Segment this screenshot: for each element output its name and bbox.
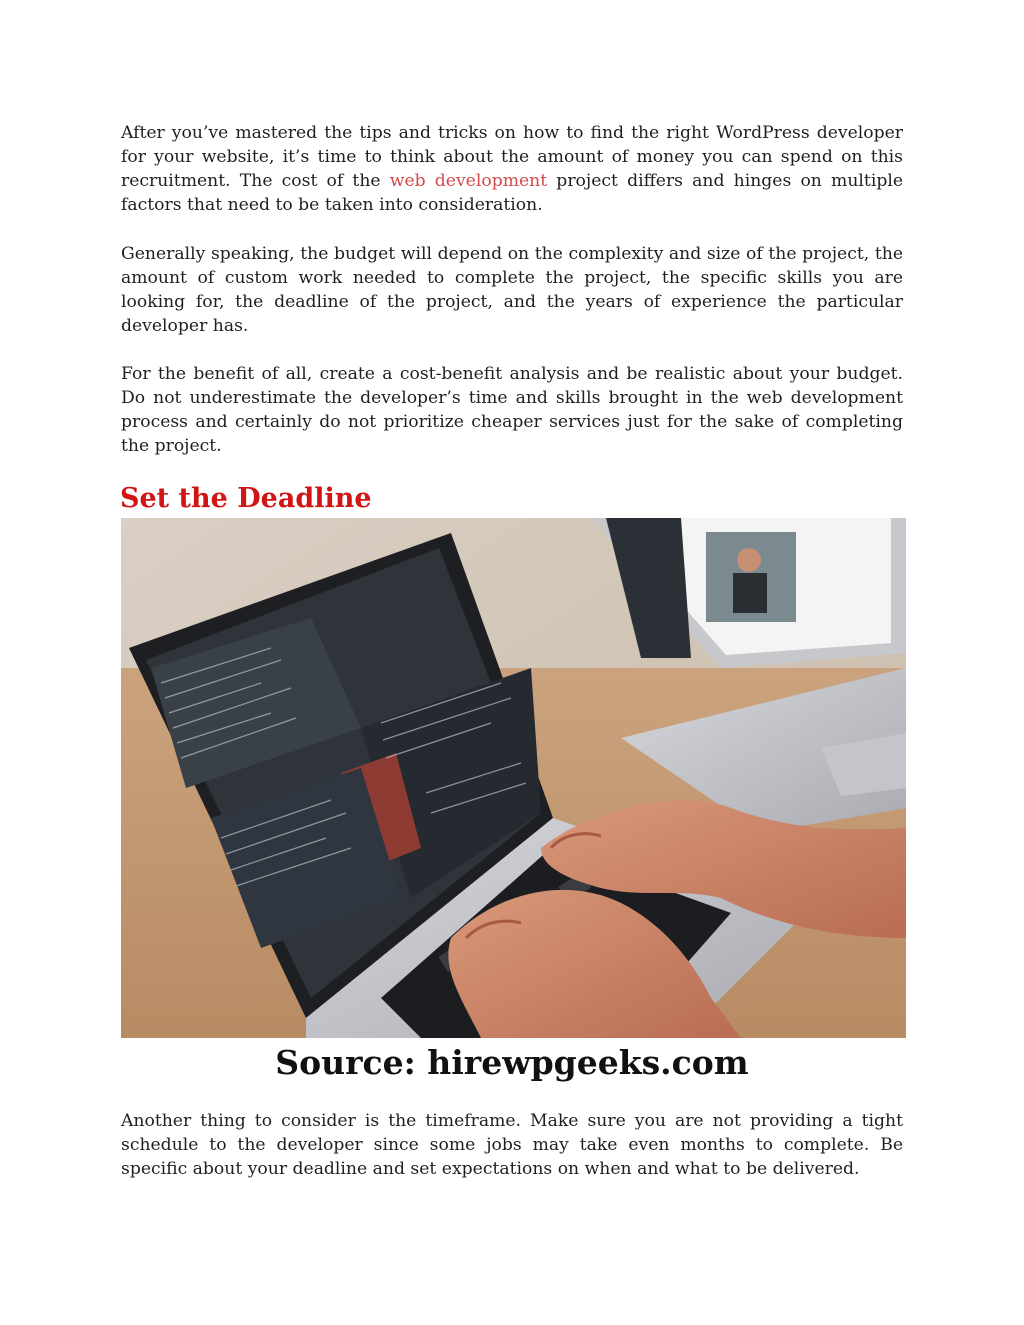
paragraph-budget-factors: Generally speaking, the budget will depend on the complexity and size of the project, the amount of custom work needed to complete the project, the specific skills you are looking for, the deadline of the project, and the years of experience the particular developer has.: [121, 244, 903, 336]
laptops-coding-image: [121, 518, 906, 1038]
paragraph-budget-intro: [121, 121, 903, 217]
laptops-photo: [121, 518, 906, 1038]
paragraph-text: project differs and hinges on multiple factors that need to be taken into consideration.: [121, 171, 903, 215]
paragraph-text: After you’ve mastered the tips and tricks on how to find the right WordPress developer for your website, it’s time to think about the amount of money you can spend on this recruitment. The cost of the: [121, 123, 903, 191]
paragraph-cost-benefit: For the benefit of all, create a cost-benefit analysis and be realistic about your budget. Do not underestimate the developer’s time and skills brought in the web development process and certainly do not prioritize cheaper services just for the sake of completing the project.: [121, 364, 903, 456]
image-source-caption: Source: hirewpgeeks.com: [275, 1043, 749, 1082]
section-heading: Set the Deadline: [120, 483, 372, 514]
paragraph-timeframe: Another thing to consider is the timeframe. Make sure you are not providing a tight schedule to the developer since some jobs may take even months to complete. Be specific about your deadline and set expectations on when and what to be delivered.: [121, 1111, 903, 1179]
web-development-link[interactable]: web development: [389, 171, 548, 191]
